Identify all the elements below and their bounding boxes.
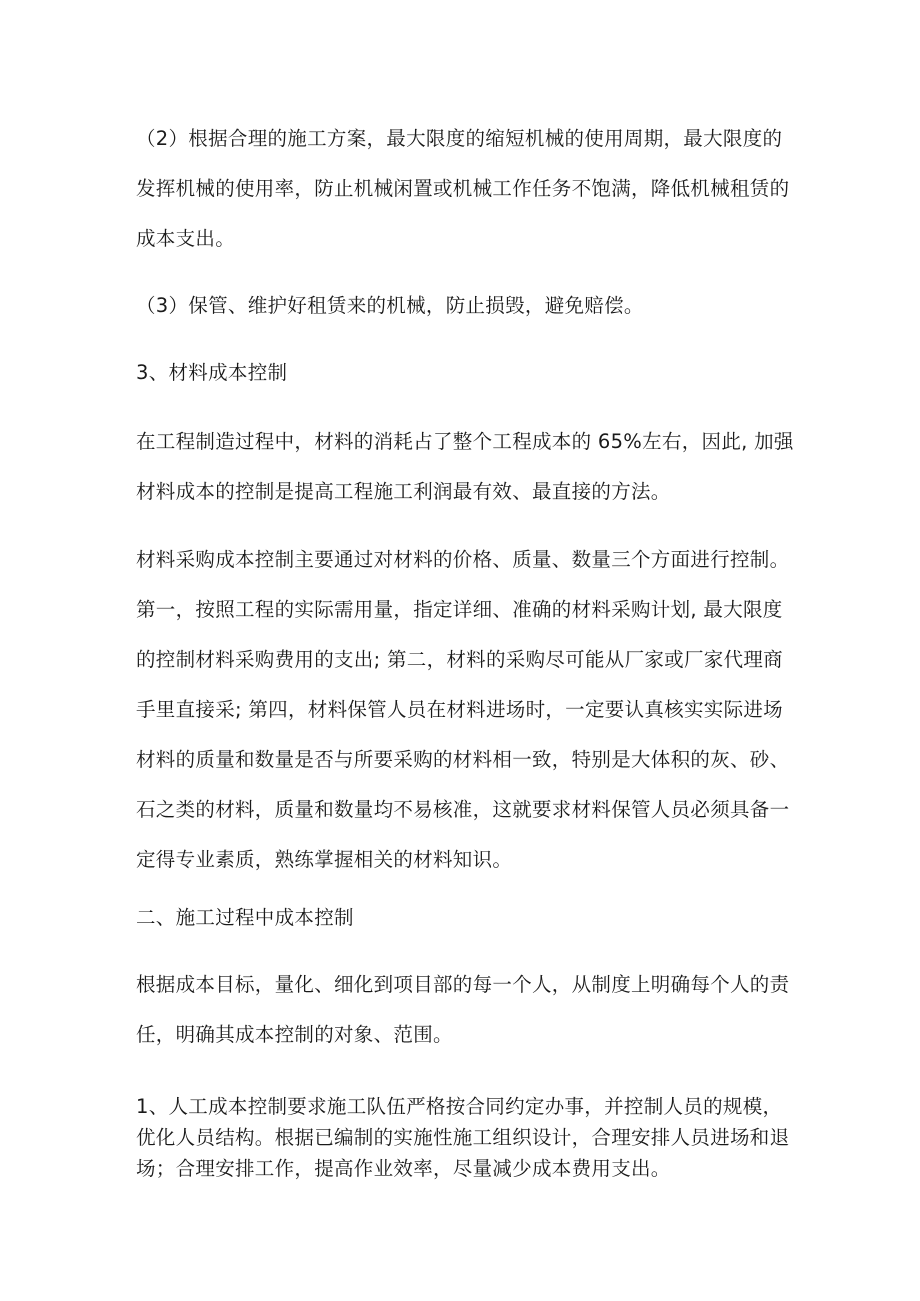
paragraph-cost-target [136,960,796,1060]
paragraph-material-intro [136,417,796,517]
text-line: 在工程制造过程中，材料的消耗占了整个工程成本的 65%左右，因此, 加强 [136,430,794,453]
paragraph-material-purchase [136,535,796,885]
section-heading-construction-process [136,893,796,943]
text-line: 的控制材料采购费用的支出; 第二，材料的采购尽可能从厂家或厂家代理商 [136,648,783,671]
text-line: 3、材料成本控制 [136,361,288,384]
paragraph-machine-point-2 [136,114,796,264]
text-line: 材料采购成本控制主要通过对材料的价格、质量、数量三个方面进行控制。 [136,548,790,571]
text-line: 手里直接采; 第四，材料保管人员在材料进场时，一定要认真核实实际进场 [136,698,783,721]
text-line: 发挥机械的使用率，防止机械闲置或机械工作任务不饱满，降低机械租赁的 [136,177,790,200]
text-line: 成本支出。 [136,227,236,250]
text-line: 场；合理安排工作，提高作业效率，尽量减少成本费用支出。 [136,1157,671,1180]
text-line: 1、人工成本控制要求施工队伍严格按合同约定办事，并控制人员的规模， [136,1095,783,1118]
text-line: 二、施工过程中成本控制 [136,906,354,929]
text-line: 任，明确其成本控制的对象、范围。 [136,1023,453,1046]
text-line: 第一，按照工程的实际需用量，指定详细、准确的材料采购计划, 最大限度 [136,598,783,621]
text-line: （3）保管、维护好租赁来的机械，防止损毁，避免赔偿。 [136,294,644,317]
text-line: （2）根据合理的施工方案，最大限度的缩短机械的使用周期，最大限度的 [136,127,783,150]
text-line: 优化人员结构。根据已编制的实施性施工组织设计，合理安排人员进场和退 [136,1126,790,1149]
text-line: 材料成本的控制是提高工程施工利润最有效、最直接的方法。 [136,480,671,503]
paragraph-machine-point-3 [136,281,796,331]
section-heading-material-cost [136,348,796,398]
text-line: 根据成本目标，量化、细化到项目部的每一个人，从制度上明确每个人的责 [136,973,790,996]
text-line: 材料的质量和数量是否与所要采购的材料相一致，特别是大体积的灰、砂、 [136,748,790,771]
text-line: 石之类的材料，质量和数量均不易核准，这就要求材料保管人员必须具备一 [136,798,790,821]
text-line: 定得专业素质，熟练掌握相关的材料知识。 [136,848,513,871]
paragraph-labor-cost [136,1091,796,1184]
